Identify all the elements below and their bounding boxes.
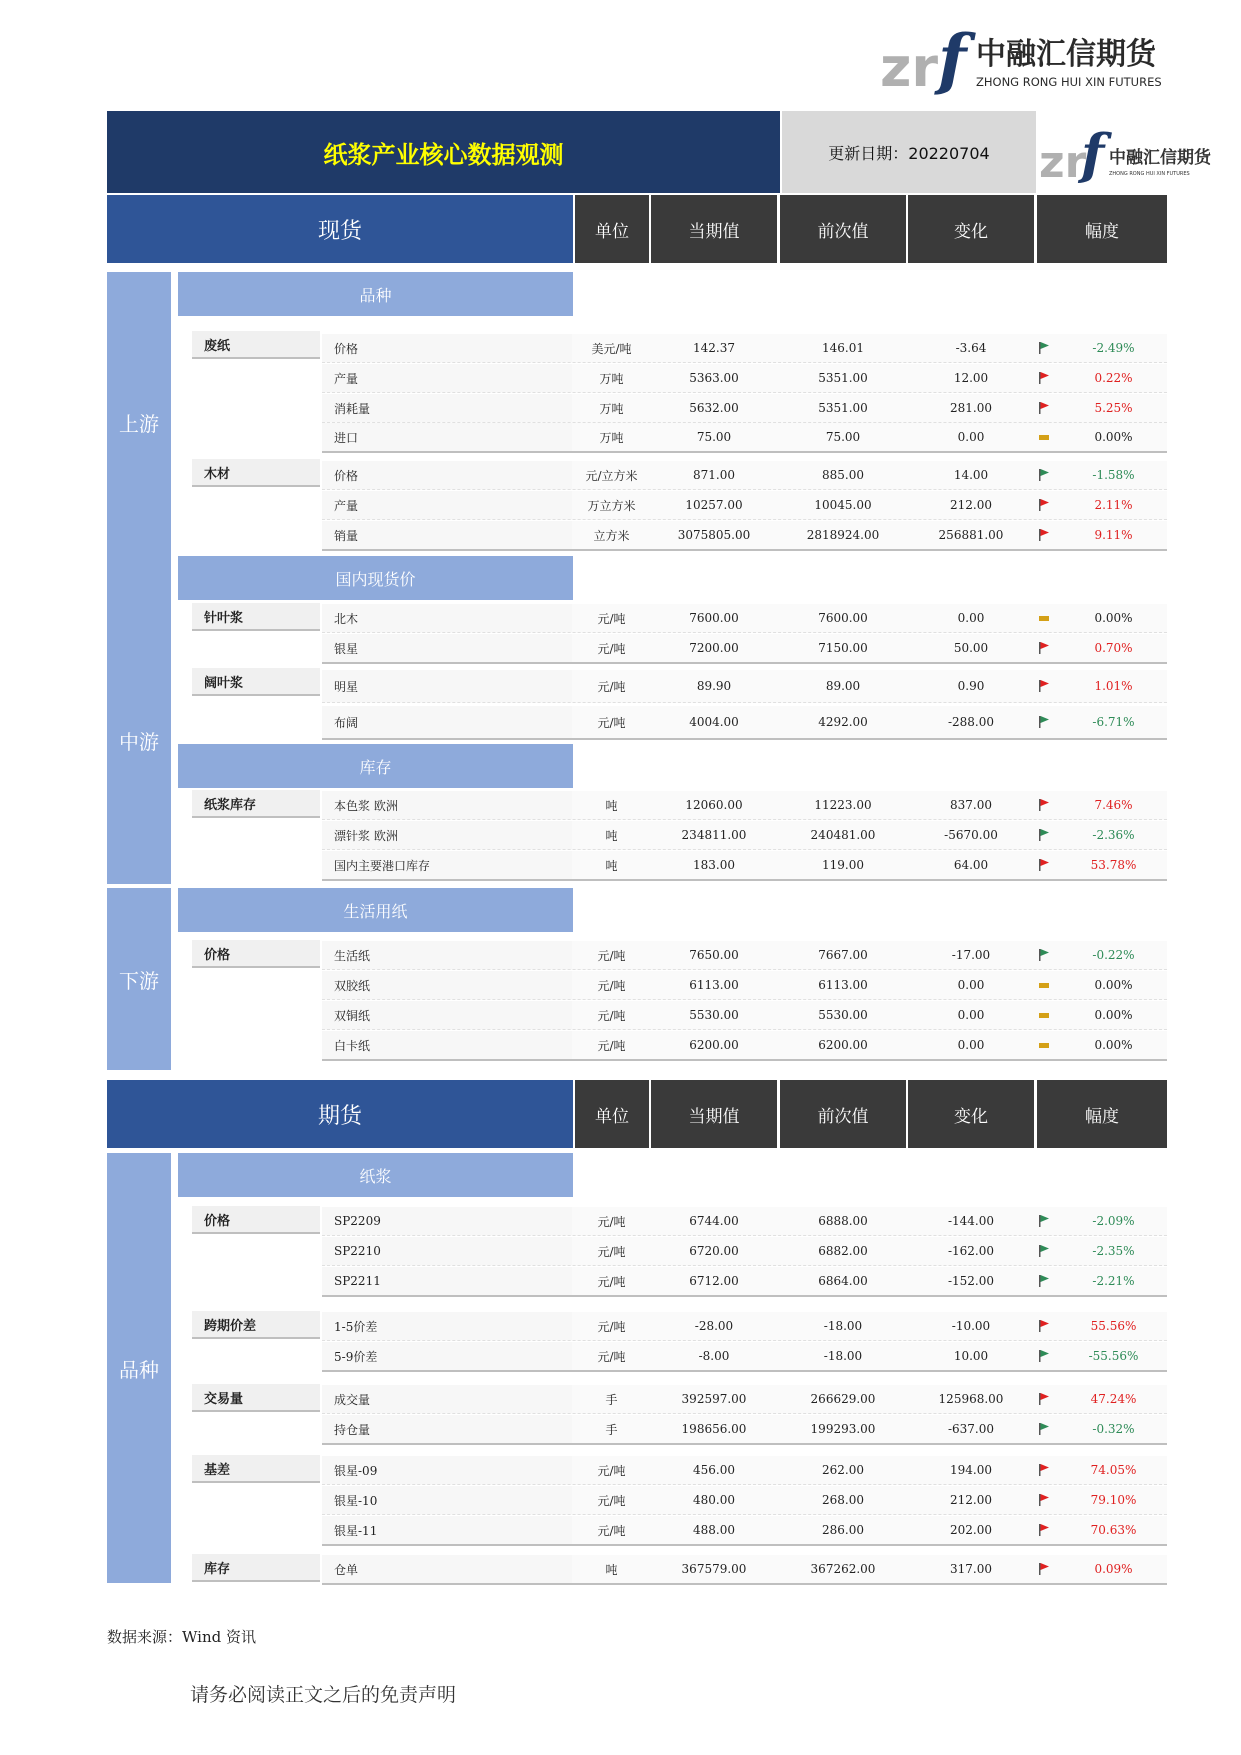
trend-flag-icon [1037,1493,1051,1507]
header-logo-mark-zr: zr [1039,137,1087,188]
group-divider [322,549,1167,551]
row-unit: 手 [605,1392,618,1407]
row-unit: 万吨 [599,371,624,386]
row-name: 5-9价差 [322,1342,572,1370]
disclaimer: 请务必阅读正文之后的免责声明 [190,1684,457,1706]
row-pct: 53.78% [1090,858,1137,872]
row-name: 银星-11 [322,1516,572,1544]
row-current: 3075805.00 [677,528,751,542]
category-label: 跨期价差 [192,1311,320,1339]
row-unit: 吨 [605,858,618,873]
row-unit: 元/吨 [597,948,626,963]
row-current: 198656.00 [681,1422,747,1436]
row-name: 北木 [322,604,572,632]
side-label-downstream: 下游 [107,888,171,1070]
row-name: 销量 [322,521,572,549]
logo-brand-cn: 中融汇信期货 [976,37,1156,72]
futures-header-pct: 幅度 [1037,1080,1167,1148]
row-name: 进口 [322,423,572,451]
row-previous: 199293.00 [810,1422,876,1436]
row-pct: 0.22% [1094,371,1133,385]
row-change: 14.00 [953,468,989,482]
row-previous: 262.00 [822,1463,864,1477]
row-current: 10257.00 [685,498,743,512]
row-current: 5363.00 [689,371,739,385]
data-source: 数据来源：Wind 资讯 [107,1628,256,1646]
row-change: 212.00 [950,498,992,512]
row-pct: 79.10% [1090,1493,1137,1507]
row-change: 837.00 [950,798,992,812]
row-pct: 9.11% [1094,528,1133,542]
row-previous: -18.00 [823,1349,863,1363]
category-label: 废纸 [192,331,320,359]
row-current: -28.00 [694,1319,734,1333]
header-logo-brand-cn: 中融汇信期货 [1109,148,1211,168]
row-name: 国内主要港口库存 [322,851,572,879]
row-pct: -2.36% [1092,828,1135,842]
spot-header-label: 现货 [107,195,573,263]
trend-flag-icon [1037,1422,1051,1436]
header-logo-mark-f: f [1081,122,1105,186]
section-header: 国内现货价 [178,556,573,600]
row-previous: -18.00 [823,1319,863,1333]
row-change: 10.00 [953,1349,989,1363]
row-unit: 万吨 [599,430,624,445]
row-current: 12060.00 [685,798,743,812]
row-change: -3.64 [955,341,987,355]
group-divider [322,1370,1167,1372]
row-unit: 元/吨 [597,1214,626,1229]
spot-header-change: 变化 [908,195,1034,263]
row-change: -144.00 [947,1214,995,1228]
row-name: 生活纸 [322,941,572,969]
row-previous: 286.00 [822,1523,864,1537]
row-current: 183.00 [693,858,735,872]
row-name: 银星 [322,634,572,662]
trend-flag-icon [1037,341,1051,355]
page-title: 纸浆产业核心数据观测 [323,140,564,169]
row-name: 仓单 [322,1555,572,1583]
row-current: 392597.00 [681,1392,747,1406]
row-current: 142.37 [693,341,735,355]
row-pct: 2.11% [1094,498,1133,512]
trend-flag-icon [1037,468,1051,482]
row-pct: 70.63% [1090,1523,1137,1537]
trend-flag-icon [1037,948,1051,962]
trend-flag-icon [1037,611,1051,625]
trend-flag-icon [1037,1562,1051,1576]
section-header: 生活用纸 [178,888,573,932]
row-unit: 元/吨 [597,1493,626,1508]
row-unit: 吨 [605,1562,618,1577]
row-change: 0.00 [957,611,985,625]
row-change: 281.00 [950,401,992,415]
row-unit: 元/吨 [597,641,626,656]
row-unit: 元/吨 [597,1038,626,1053]
row-change: -10.00 [951,1319,991,1333]
row-pct: -0.32% [1092,1422,1135,1436]
row-previous: 75.00 [825,430,861,444]
update-date: 更新日期：20220704 [828,143,990,163]
row-current: 234811.00 [681,828,747,842]
trend-flag-icon [1037,1008,1051,1022]
row-unit: 吨 [605,828,618,843]
category-label: 基差 [192,1455,320,1483]
row-previous: 268.00 [822,1493,864,1507]
row-unit: 美元/吨 [591,341,632,356]
group-divider [322,662,1167,664]
row-name: 银星-10 [322,1486,572,1514]
category-label: 交易量 [192,1384,320,1412]
row-name: 双胶纸 [322,971,572,999]
row-current: 75.00 [696,430,732,444]
trend-flag-icon [1037,798,1051,812]
group-divider [322,879,1167,881]
row-pct: -2.21% [1092,1274,1135,1288]
row-change: -152.00 [947,1274,995,1288]
trend-flag-icon [1037,828,1051,842]
group-divider [322,738,1167,740]
row-change: 0.00 [957,1038,985,1052]
row-unit: 元/立方米 [585,468,638,483]
row-pct: 55.56% [1090,1319,1137,1333]
spot-header-pct: 幅度 [1037,195,1167,263]
row-name: 消耗量 [322,394,572,422]
row-current: 6720.00 [689,1244,739,1258]
row-name: 双铜纸 [322,1001,572,1029]
header-logo-brand-en: ZHONG RONG HUI XIN FUTURES [1109,171,1190,177]
trend-flag-icon [1037,401,1051,415]
row-change: 0.90 [957,679,985,693]
row-change: -637.00 [947,1422,995,1436]
row-pct: 0.09% [1094,1562,1133,1576]
trend-flag-icon [1037,641,1051,655]
trend-flag-icon [1037,679,1051,693]
row-pct: 7.46% [1094,798,1133,812]
group-divider [322,451,1167,453]
row-change: 317.00 [950,1562,992,1576]
row-name: 漂针浆 欧洲 [322,821,572,849]
row-name: 本色浆 欧洲 [322,791,572,819]
row-previous: 367262.00 [810,1562,876,1576]
logo-brand-en: ZHONG RONG HUI XIN FUTURES [976,75,1162,89]
trend-flag-icon [1037,1274,1051,1288]
trend-flag-icon [1037,1523,1051,1537]
logo-mark-zr: zr [880,36,939,99]
row-pct: -6.71% [1092,715,1135,729]
row-pct: 0.00% [1094,1008,1133,1022]
category-label: 阔叶浆 [192,668,320,696]
row-previous: 7667.00 [818,948,868,962]
row-previous: 885.00 [822,468,864,482]
row-unit: 元/吨 [597,1523,626,1538]
section-header: 品种 [178,272,573,316]
futures-header-current: 当期值 [651,1080,777,1148]
row-name: 持仓量 [322,1415,572,1443]
category-label: 库存 [192,1554,320,1582]
row-name: 布阔 [322,706,572,738]
group-divider [322,1059,1167,1061]
row-pct: 0.70% [1094,641,1133,655]
row-name: SP2210 [322,1237,572,1265]
row-current: 7600.00 [689,611,739,625]
row-previous: 7150.00 [818,641,868,655]
row-unit: 元/吨 [597,611,626,626]
row-previous: 5351.00 [818,401,868,415]
row-pct: 5.25% [1094,401,1133,415]
row-current: 456.00 [693,1463,735,1477]
row-name: 明星 [322,670,572,702]
side-label-variety: 品种 [107,1153,171,1583]
row-pct: -0.22% [1092,948,1135,962]
row-current: -8.00 [698,1349,730,1363]
row-unit: 元/吨 [597,715,626,730]
row-change: 12.00 [953,371,989,385]
spot-header-unit: 单位 [575,195,649,263]
row-current: 480.00 [693,1493,735,1507]
category-label: 针叶浆 [192,603,320,631]
row-previous: 5351.00 [818,371,868,385]
category-label: 纸浆库存 [192,790,320,818]
row-change: 0.00 [957,1008,985,1022]
row-current: 5530.00 [689,1008,739,1022]
group-divider [322,1544,1167,1546]
row-name: 1-5价差 [322,1312,572,1340]
trend-flag-icon [1037,430,1051,444]
row-pct: 0.00% [1094,1038,1133,1052]
futures-header-label: 期货 [107,1080,573,1148]
row-change: 212.00 [950,1493,992,1507]
row-previous: 6200.00 [818,1038,868,1052]
row-current: 6113.00 [689,978,739,992]
trend-flag-icon [1037,978,1051,992]
row-change: 256881.00 [938,528,1004,542]
trend-flag-icon [1037,371,1051,385]
side-label-midstream: 中游 [119,729,159,754]
trend-flag-icon [1037,1463,1051,1477]
row-change: 50.00 [953,641,989,655]
group-divider [322,1443,1167,1445]
row-unit: 元/吨 [597,1463,626,1478]
row-previous: 6888.00 [818,1214,868,1228]
row-previous: 11223.00 [814,798,872,812]
row-unit: 元/吨 [597,1274,626,1289]
logo-mark-f: f [938,20,967,98]
row-previous: 6113.00 [818,978,868,992]
row-unit: 万吨 [599,401,624,416]
spot-header-current: 当期值 [651,195,777,263]
row-change: -162.00 [947,1244,995,1258]
futures-header-previous: 前次值 [780,1080,906,1148]
row-change: -288.00 [947,715,995,729]
trend-flag-icon [1037,1349,1051,1363]
company-logo [880,20,1170,99]
row-pct: 74.05% [1090,1463,1137,1477]
category-label: 价格 [192,940,320,968]
row-pct: -2.49% [1092,341,1135,355]
row-current: 5632.00 [689,401,739,415]
row-previous: 266629.00 [810,1392,876,1406]
row-pct: 0.00% [1094,978,1133,992]
row-unit: 手 [605,1422,618,1437]
row-previous: 240481.00 [810,828,876,842]
category-label: 木材 [192,459,320,487]
row-pct: -2.35% [1092,1244,1135,1258]
row-unit: 吨 [605,798,618,813]
section-header: 库存 [178,744,573,788]
row-change: -17.00 [951,948,991,962]
row-current: 6712.00 [689,1274,739,1288]
group-divider [322,1295,1167,1297]
row-unit: 元/吨 [597,1349,626,1364]
trend-flag-icon [1037,1392,1051,1406]
row-previous: 5530.00 [818,1008,868,1022]
futures-header-unit: 单位 [575,1080,649,1148]
row-pct: -55.56% [1088,1349,1139,1363]
row-change: 194.00 [950,1463,992,1477]
header-logo [1037,111,1211,193]
row-current: 7200.00 [689,641,739,655]
category-label: 价格 [192,1206,320,1234]
row-previous: 10045.00 [814,498,872,512]
spot-header-previous: 前次值 [780,195,906,263]
trend-flag-icon [1037,715,1051,729]
trend-flag-icon [1037,1214,1051,1228]
row-current: 89.90 [696,679,732,693]
row-pct: -1.58% [1092,468,1135,482]
side-label-upstream: 上游 [119,411,159,436]
futures-header-change: 变化 [908,1080,1034,1148]
row-current: 488.00 [693,1523,735,1537]
row-name: 产量 [322,364,572,392]
row-name: 价格 [322,334,572,362]
row-change: 0.00 [957,430,985,444]
trend-flag-icon [1037,1244,1051,1258]
row-unit: 元/吨 [597,978,626,993]
row-unit: 元/吨 [597,1008,626,1023]
row-unit: 元/吨 [597,679,626,694]
trend-flag-icon [1037,528,1051,542]
row-change: 64.00 [953,858,989,872]
row-name: 价格 [322,461,572,489]
row-previous: 2818924.00 [806,528,880,542]
trend-flag-icon [1037,1319,1051,1333]
row-pct: 0.00% [1094,611,1133,625]
row-current: 7650.00 [689,948,739,962]
row-change: 125968.00 [938,1392,1004,1406]
row-unit: 元/吨 [597,1244,626,1259]
row-name: SP2211 [322,1267,572,1295]
row-change: 0.00 [957,978,985,992]
row-name: 白卡纸 [322,1031,572,1059]
row-pct: 0.00% [1094,430,1133,444]
row-previous: 89.00 [825,679,861,693]
row-current: 6744.00 [689,1214,739,1228]
row-current: 6200.00 [689,1038,739,1052]
row-previous: 146.01 [822,341,864,355]
row-current: 4004.00 [689,715,739,729]
row-name: 产量 [322,491,572,519]
row-previous: 6882.00 [818,1244,868,1258]
trend-flag-icon [1037,498,1051,512]
trend-flag-icon [1037,1038,1051,1052]
row-change: 202.00 [950,1523,992,1537]
row-previous: 4292.00 [818,715,868,729]
row-previous: 7600.00 [818,611,868,625]
row-pct: 1.01% [1094,679,1133,693]
group-divider [322,1583,1167,1585]
row-current: 367579.00 [681,1562,747,1576]
row-name: SP2209 [322,1207,572,1235]
section-header: 纸浆 [178,1153,573,1197]
row-change: -5670.00 [944,828,998,842]
trend-flag-icon [1037,858,1051,872]
row-unit: 元/吨 [597,1319,626,1334]
row-current: 871.00 [693,468,735,482]
row-unit: 万立方米 [587,498,636,513]
row-previous: 6864.00 [818,1274,868,1288]
row-pct: -2.09% [1092,1214,1135,1228]
row-name: 银星-09 [322,1456,572,1484]
row-previous: 119.00 [822,858,864,872]
row-pct: 47.24% [1090,1392,1137,1406]
row-name: 成交量 [322,1385,572,1413]
row-unit: 立方米 [593,528,630,543]
